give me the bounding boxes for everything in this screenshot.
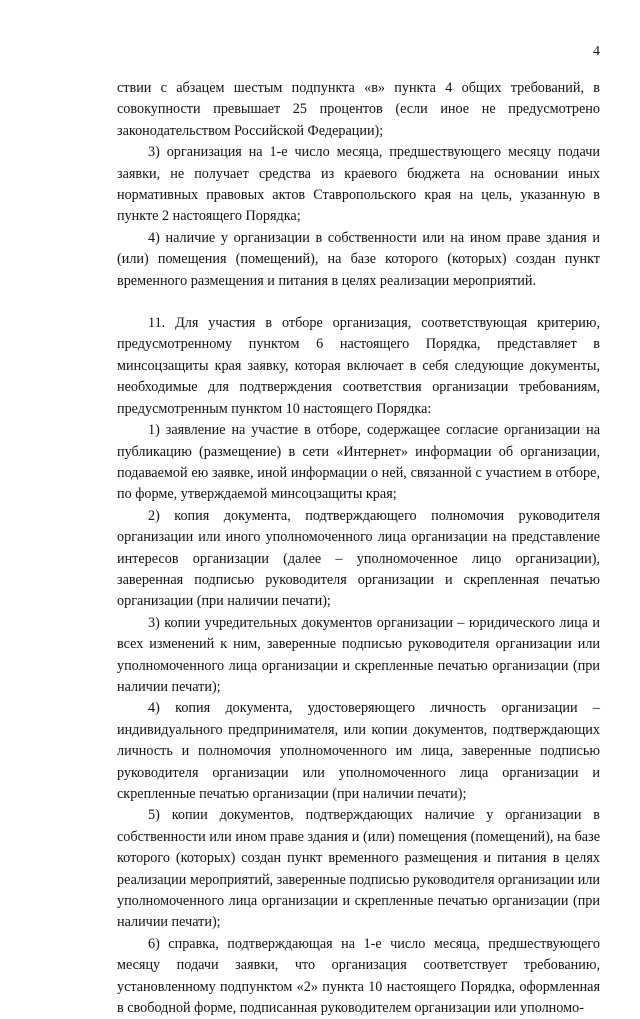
paragraph-doc-3: 3) копии учредительных документов организации – юридического лица и всех изменений к ним, заверенные подписью руководителя организации или уполномоченного лица организации и скрепленные печатью организации (при наличии печати); bbox=[117, 614, 600, 695]
section-gap bbox=[117, 292, 600, 313]
paragraph-doc-5: 5) копии документов, подтверждающих наличие у организации в собственности или ином праве здания и (или) помещения (помещений), на базе которого (которых) создан пункт временного размещения и питания в целях реализации мероприятий, заверенные подписью руководителя организации или уполномоченного лица организации и скрепленные печатью организации (при наличии печати); bbox=[117, 807, 600, 931]
paragraph-doc-4: 4) копия документа, удостоверяющего личность организации – индивидуального предпринимателя, или копии документов, подтверждающих личность и полномочия уполномоченного им лица, заверенные подписью руководителя организации или уполномоченного лица организации и скрепленные печатью организации (при наличии печати); bbox=[117, 700, 600, 802]
paragraph-section-11: 11. Для участия в отборе организация, соответствующая критерию, предусмотренному пунктом 6 настоящего Порядка, представляет в минсоцзащиты края заявку, которая включает в себя следующие документы, необходимые для подтверждения соответствия организации требованиям, предусмотренным пунктом 10 настоящего Порядка: bbox=[117, 315, 600, 417]
paragraph-doc-1: 1) заявление на участие в отборе, содержащее согласие организации на публикацию (размещение) в сети «Интернет» информации об организации, подаваемой ею заявке, иной информации о ней, связанной с участием в отборе, по форме, утверждаемой минсоцзащиты края; bbox=[117, 422, 600, 503]
paragraph-item-4: 4) наличие у организации в собственности или на ином праве здания и (или) помещения (помещений), на базе которого (которых) создан пункт временного размещения и питания в целях реализации мероприятий. bbox=[117, 229, 600, 289]
document-body bbox=[117, 78, 600, 1019]
paragraph-doc-6: 6) справка, подтверждающая на 1-е число месяца, предшествующего месяцу подачи заявки, что организация соответствует требованию, установленному подпунктом «2» пункта 10 настоящего Порядка, оформленная в свободной форме, подписанная руководителем организации или уполномо- bbox=[117, 935, 600, 1017]
paragraph-doc-2: 2) копия документа, подтверждающего полномочия руководителя организации или иного уполномоченного лица организации на представление интересов организации (далее – уполномоченное лицо организации), заверенная подписью руководителя организации и скрепленная печатью организации (при наличии печати); bbox=[117, 507, 600, 610]
paragraph-continuation: ствии с абзацем шестым подпункта «в» пункта 4 общих требований, в совокупности превышает 25 процентов (если иное не предусмотрено законодательством Российской Федерации); bbox=[117, 80, 600, 139]
paragraph-item-3: 3) организация на 1-е число месяца, предшествующего месяцу подачи заявки, не получает средства из краевого бюджета на основании иных нормативных правовых актов Ставропольского края на цель, указанную в пункте 2 настоящего Порядка; bbox=[117, 144, 600, 225]
page-number: 4 bbox=[593, 44, 600, 59]
